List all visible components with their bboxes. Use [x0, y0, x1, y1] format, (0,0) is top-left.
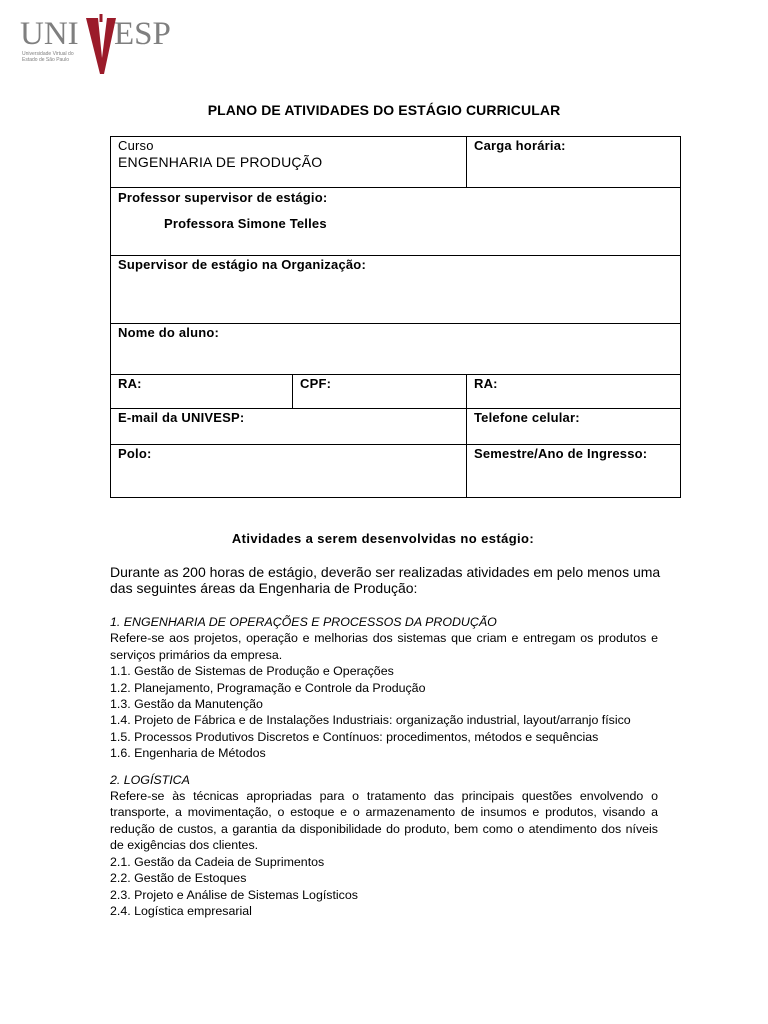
carga-horaria-label: Carga horária: — [474, 138, 566, 153]
section-spacer — [110, 762, 658, 772]
ra2-label: RA: — [474, 376, 498, 391]
list-item: 1.6. Engenharia de Métodos — [110, 746, 266, 761]
logo-text-right: ESP — [114, 16, 171, 52]
list-item: 1.4. Projeto de Fábrica e de Instalações Industriais: organização industrial, layout/arranjo físico — [110, 713, 631, 728]
list-item: 2.2. Gestão de Estoques — [110, 871, 247, 886]
telefone-cell[interactable] — [467, 409, 681, 445]
curso-cell[interactable] — [111, 137, 467, 188]
professor-cell[interactable] — [111, 188, 681, 256]
curso-label: Curso — [118, 138, 154, 153]
polo-cell[interactable] — [111, 445, 467, 498]
list-item: 1.1. Gestão de Sistemas de Produção e Operações — [110, 664, 394, 679]
section-description-2: Refere-se às técnicas apropriadas para o tratamento das principais questões envolvendo o transporte, a movimentação, o estoque e o armazenamento de insumos e produtos, visando a redução de custos, a garantia da disponibilidade do produto, bem como o atendimento dos níveis de exigências dos clientes. — [110, 789, 658, 853]
telefone-label: Telefone celular: — [474, 410, 580, 425]
section-heading-1: 1. ENGENHARIA DE OPERAÇÕES E PROCESSOS DA PRODUÇÃO — [110, 615, 497, 629]
logo-v-mark — [86, 14, 116, 76]
semestre-cell[interactable] — [467, 445, 681, 498]
section-heading-2: 2. LOGÍSTICA — [110, 772, 190, 787]
section-description-1: Refere-se aos projetos, operação e melhorias dos sistemas que criam e entregam os produtos e serviços primários da empresa. — [110, 631, 658, 662]
list-item: 1.5. Processos Produtivos Discretos e Contínuos: procedimentos, métodos e sequências — [110, 729, 599, 744]
professor-value: Professora Simone Telles — [164, 216, 327, 231]
email-label: E-mail da UNIVESP: — [118, 410, 245, 425]
list-item: 2.4. Logística empresarial — [110, 903, 252, 918]
list-item: 1.2. Planejamento, Programação e Controle da Produção — [110, 680, 426, 695]
professor-label: Professor supervisor de estágio: — [118, 190, 328, 205]
logo-subtitle: Universidade Virtual do Estado de São Paulo — [22, 51, 74, 63]
supervisor-label: Supervisor de estágio na Organização: — [118, 257, 366, 272]
list-item: 2.3. Projeto e Análise de Sistemas Logísticos — [110, 887, 358, 902]
ra2-cell[interactable] — [467, 375, 681, 409]
cpf-label: CPF: — [300, 376, 332, 391]
list-item: 1.3. Gestão da Manutenção — [110, 697, 263, 712]
list-item: 2.1. Gestão da Cadeia de Suprimentos — [110, 854, 325, 869]
document-title: PLANO DE ATIVIDADES DO ESTÁGIO CURRICULAR — [207, 102, 561, 118]
intro-text: Durante as 200 horas de estágio, deverão ser realizadas atividades em pelo menos uma das seguintes áreas da Engenharia de Produção: — [110, 564, 661, 596]
nome-aluno-label: Nome do aluno: — [118, 325, 220, 340]
internship-form-table — [110, 136, 681, 498]
nome-aluno-cell[interactable] — [111, 324, 681, 375]
cpf-cell[interactable] — [293, 375, 467, 409]
areas-list — [110, 614, 658, 919]
ra-label: RA: — [118, 376, 142, 391]
supervisor-cell[interactable] — [111, 256, 681, 324]
semestre-label: Semestre/Ano de Ingresso: — [474, 446, 648, 461]
polo-label: Polo: — [118, 446, 152, 461]
ra-cell[interactable] — [111, 375, 293, 409]
carga-horaria-cell[interactable] — [467, 137, 681, 188]
email-cell[interactable] — [111, 409, 467, 445]
logo-text-left: UNI — [20, 16, 79, 52]
activities-heading: Atividades a serem desenvolvidas no estágio: — [231, 531, 535, 546]
curso-value: ENGENHARIA DE PRODUÇÃO — [118, 154, 323, 170]
univesp-logo — [20, 14, 170, 72]
